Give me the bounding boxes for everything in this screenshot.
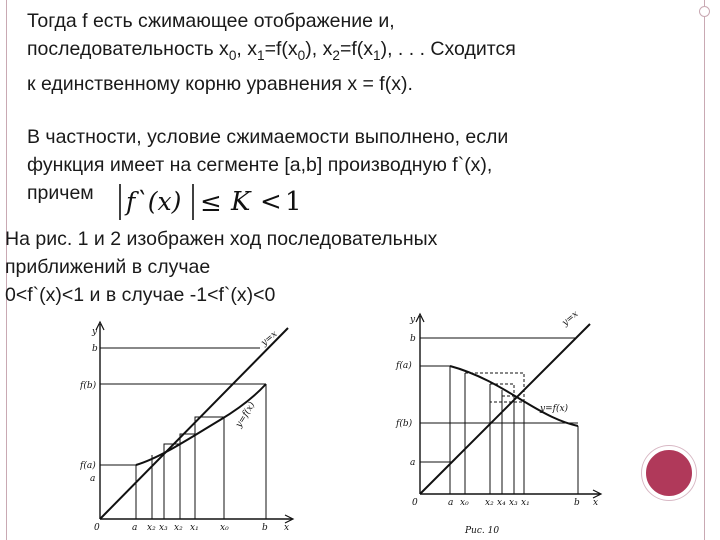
tick-x-a: a — [132, 523, 138, 533]
tick-x-x1: x₁ — [190, 523, 199, 533]
paragraph-figures — [5, 225, 437, 309]
tick-x-x2: x₂ — [485, 498, 494, 508]
line-2: приближений в случае — [5, 256, 211, 278]
tick-y-fb: f(b) — [396, 419, 413, 429]
line-2: функция имеет на сегменте [a,b] производную f`(x), — [27, 154, 493, 176]
tick-x-x1: x₁ — [521, 498, 530, 508]
tick-y-b: b — [410, 334, 416, 344]
contraction-formula — [114, 180, 314, 224]
slide-frame-right-line — [704, 0, 705, 540]
diagonal-label: y=x — [560, 309, 581, 329]
figure-1-graph — [80, 308, 300, 534]
axis-y-label: y — [92, 327, 98, 337]
line-2: последовательность $x_0$, $x_1=f(x_0)$, $x_2=f(x_1)$, . . . Сходится — [27, 38, 516, 63]
line-1: В частности, условие сжимаемости выполнено, если — [27, 126, 509, 148]
axis-x-label: x — [593, 498, 599, 508]
tick-y-fa: f(a) — [396, 361, 412, 371]
origin-label: 0 — [412, 498, 418, 508]
formula-lt: < — [260, 187, 282, 217]
caption-fragment: Рис. 10 — [465, 526, 500, 534]
curve-y-fx — [136, 384, 266, 465]
tick-x-x0: x₀ — [220, 523, 229, 533]
cobweb-path — [164, 417, 224, 448]
axis-x-label: x — [284, 523, 290, 533]
tick-y-fb: f(b) — [80, 381, 97, 391]
line-1: На рис. 1 и 2 изображен ход последовательных — [5, 228, 438, 250]
tick-x-b: b — [574, 498, 580, 508]
origin-label: 0 — [94, 523, 100, 533]
formula-k: K — [231, 187, 251, 217]
diagonal-label: y=x — [259, 329, 280, 349]
line-3: к единственному корню уравнения x = f(x). — [27, 72, 413, 95]
figure-2-graph — [390, 308, 610, 534]
curve-label: y=f(x) — [540, 404, 569, 414]
tick-y-b: b — [92, 344, 98, 354]
axis-y-label: y — [410, 315, 416, 325]
tick-x-x2b: x₂ — [174, 523, 183, 533]
tick-x-x0: x₀ — [460, 498, 469, 508]
tick-x-a: a — [448, 498, 454, 508]
formula-lhs: f`(x) — [126, 187, 182, 216]
curve-label: y=f(x) — [234, 400, 258, 430]
line-y-equals-x — [100, 328, 288, 519]
tick-x-x2: x₂ — [147, 523, 156, 533]
accent-circle-decoration — [642, 446, 696, 500]
tick-x-x4: x₄ — [497, 498, 506, 508]
tick-x-x3: x₃ — [509, 498, 518, 508]
tick-y-a: a — [410, 458, 416, 468]
tick-x-x3: x₃ — [159, 523, 168, 533]
formula-leq: ≤ — [200, 188, 222, 218]
line-3: причем — [27, 182, 94, 204]
formula-one: 1 — [285, 187, 302, 217]
line-3: 0<f`(x)<1 и в случае -1<f`(x)<0 — [5, 284, 276, 306]
tick-y-fa: f(a) — [80, 461, 96, 471]
tick-y-a: a — [90, 474, 96, 484]
frame-dot-decoration — [699, 6, 710, 17]
tick-x-b: b — [262, 523, 268, 533]
line-1: Тогда f есть сжимающее отображение и, — [27, 10, 395, 32]
paragraph-contraction — [27, 7, 516, 98]
